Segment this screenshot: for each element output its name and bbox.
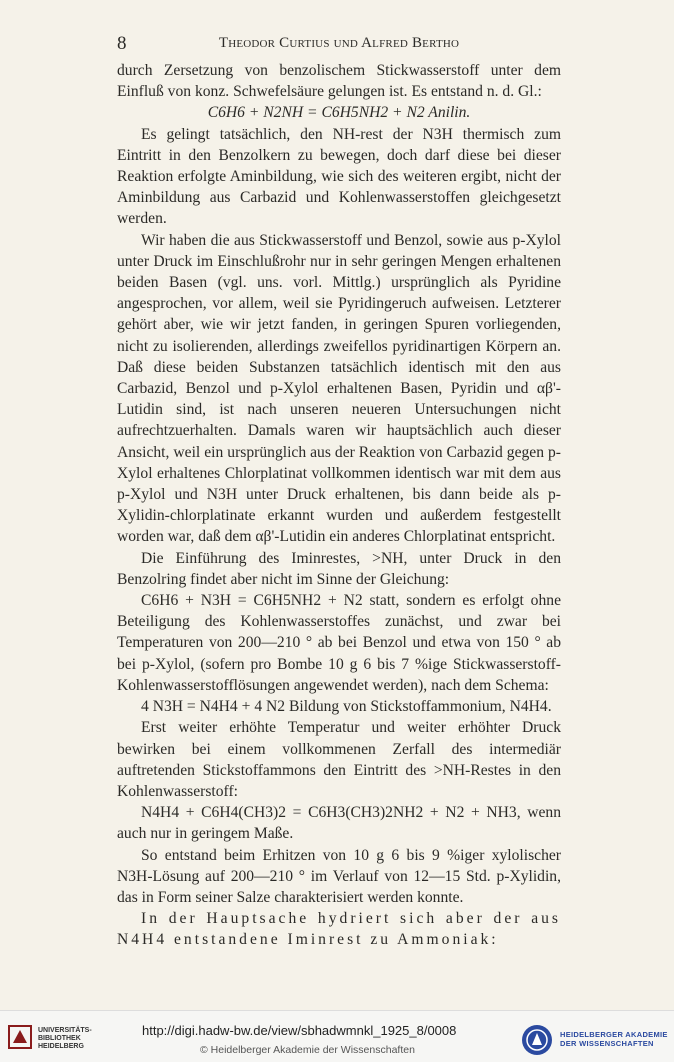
paragraph: Es gelingt tatsächlich, den NH-rest der N3H thermisch zum Eintritt in den Benzolkern zu bewegen, doch darf diese bei dieser Reaktion erfolgte Aminbildung, wie sich des weiteren ergibt, nicht der Aminbildung aus Carbazid und Kohlenwasserstoffen gleichgesetzt werden. — [117, 125, 561, 228]
paragraph: In der Hauptsache hydriert sich aber der aus N4H4 entstandene Iminrest zu Ammoniak: — [117, 910, 561, 949]
running-title: Theodor Curtius und Alfred Bertho — [218, 35, 460, 51]
paragraph: So entstand beim Erhitzen von 10 g 6 bis 9 %iger xylolischer N3H-Lösung auf 200—210 ° im Verlauf von 12—15 Std. p-Xylidin, das in Form seiner Salze charakterisiert werden konnte. — [117, 846, 561, 906]
paragraph: durch Zersetzung von benzolischem Stickwasserstoff unter dem Einfluß von konz. Schwefelsäure gelungen ist. Es entstand n. d. Gl.: — [117, 62, 561, 101]
formula-line: 4 N3H = N4H4 + 4 N2 Bildung von Stickstoffammonium, N4H4. — [141, 698, 552, 716]
body-text — [117, 60, 561, 951]
paragraph: Erst weiter erhöhte Temperatur und weiter erhöhter Druck bewirken bei einem vollkommenen Zerfall des intermediär auftretenden Stickstoffammons den Eintritt des >NH-Restes in den Kohlenwasserstoff: — [117, 719, 561, 800]
academy-seal-icon — [520, 1023, 554, 1057]
paragraph: C6H6 + N3H = C6H5NH2 + N2 statt, sondern es erfolgt ohne Beteiligung des Kohlenwasserstoffes zunächst, und zwar bei Temperaturen von 200—210 ° ab bei Benzol und etwa von 150 ° ab bei p-Xylol, (sofern pro Bombe 10 g 6 bis 7 %ige Stickwasserstoff-Kohlenwasserstofflösungen angewendet werden), nach dem Schema: — [117, 592, 561, 694]
viewer-footer — [0, 1010, 674, 1062]
university-library-logo-icon — [8, 1025, 32, 1049]
formula-line: N4H4 + C6H4(CH3)2 = C6H3(CH3)2NH2 + N2 + NH3, wenn auch nur in geringem Maße. — [117, 804, 561, 843]
page-header — [117, 33, 561, 55]
formula: C6H6 + N2NH = C6H5NH2 + N2 Anilin. — [207, 104, 471, 122]
university-library-name: UNIVERSITÄTS- BIBLIOTHEK HEIDELBERG — [38, 1027, 92, 1050]
permalink[interactable]: http://digi.hadw-bw.de/view/sbhadwmnkl_1925_8/0008 — [142, 1023, 457, 1038]
copyright-notice: © Heidelberger Akademie der Wissenschaften — [200, 1044, 415, 1056]
paragraph: Wir haben die aus Stickwasserstoff und Benzol, sowie aus p-Xylol unter Druck im Einschlußrohr nur in sehr geringen Mengen erhaltenen beiden Basen (vgl. uns. vorl. Mittlg.) ursprünglich als Pyridine angesprochen, vor allem, weil sie Pyridingeruch aufweisen. Letzterer gehört aber, wie wir jetzt fanden, in geringen Spuren vorliegenden, nicht zu isolierenden, allerdings zweifellos pyridinartigen Körpern an. Daß diese beiden Substanzen tatsächlich identisch mit den aus Carbazid, Benzol und p-Xylol erhaltenen Basen, Pyridin und αβ'-Lutidin sind, ist nach unseren neueren Untersuchungen nicht aufrechtzuerhalten. Damals waren wir hauptsächlich auch dieser Ansicht, weil ein ursprünglich aus der Reaktion von Carbazid gegen p-Xylol erhaltenes Chlorplatinat vollkommen identisch war mit dem aus p-Xylol und N3H unter Druck erhaltenen, bis dann beide als p-Xylidin-chlorplatinate erkannt wurden und außerdem festgestellt worden war, daß dem αβ'-Lutidin ein anderes Chlorplatinat entspricht. — [117, 231, 561, 546]
academy-name: HEIDELBERGER AKADEMIE DER WISSENSCHAFTEN — [560, 1030, 668, 1048]
page-number: 8 — [117, 33, 127, 54]
paragraph: Die Einführung des Iminrestes, >NH, unter Druck in den Benzolring findet aber nicht im Sinne der Gleichung: — [117, 549, 561, 588]
